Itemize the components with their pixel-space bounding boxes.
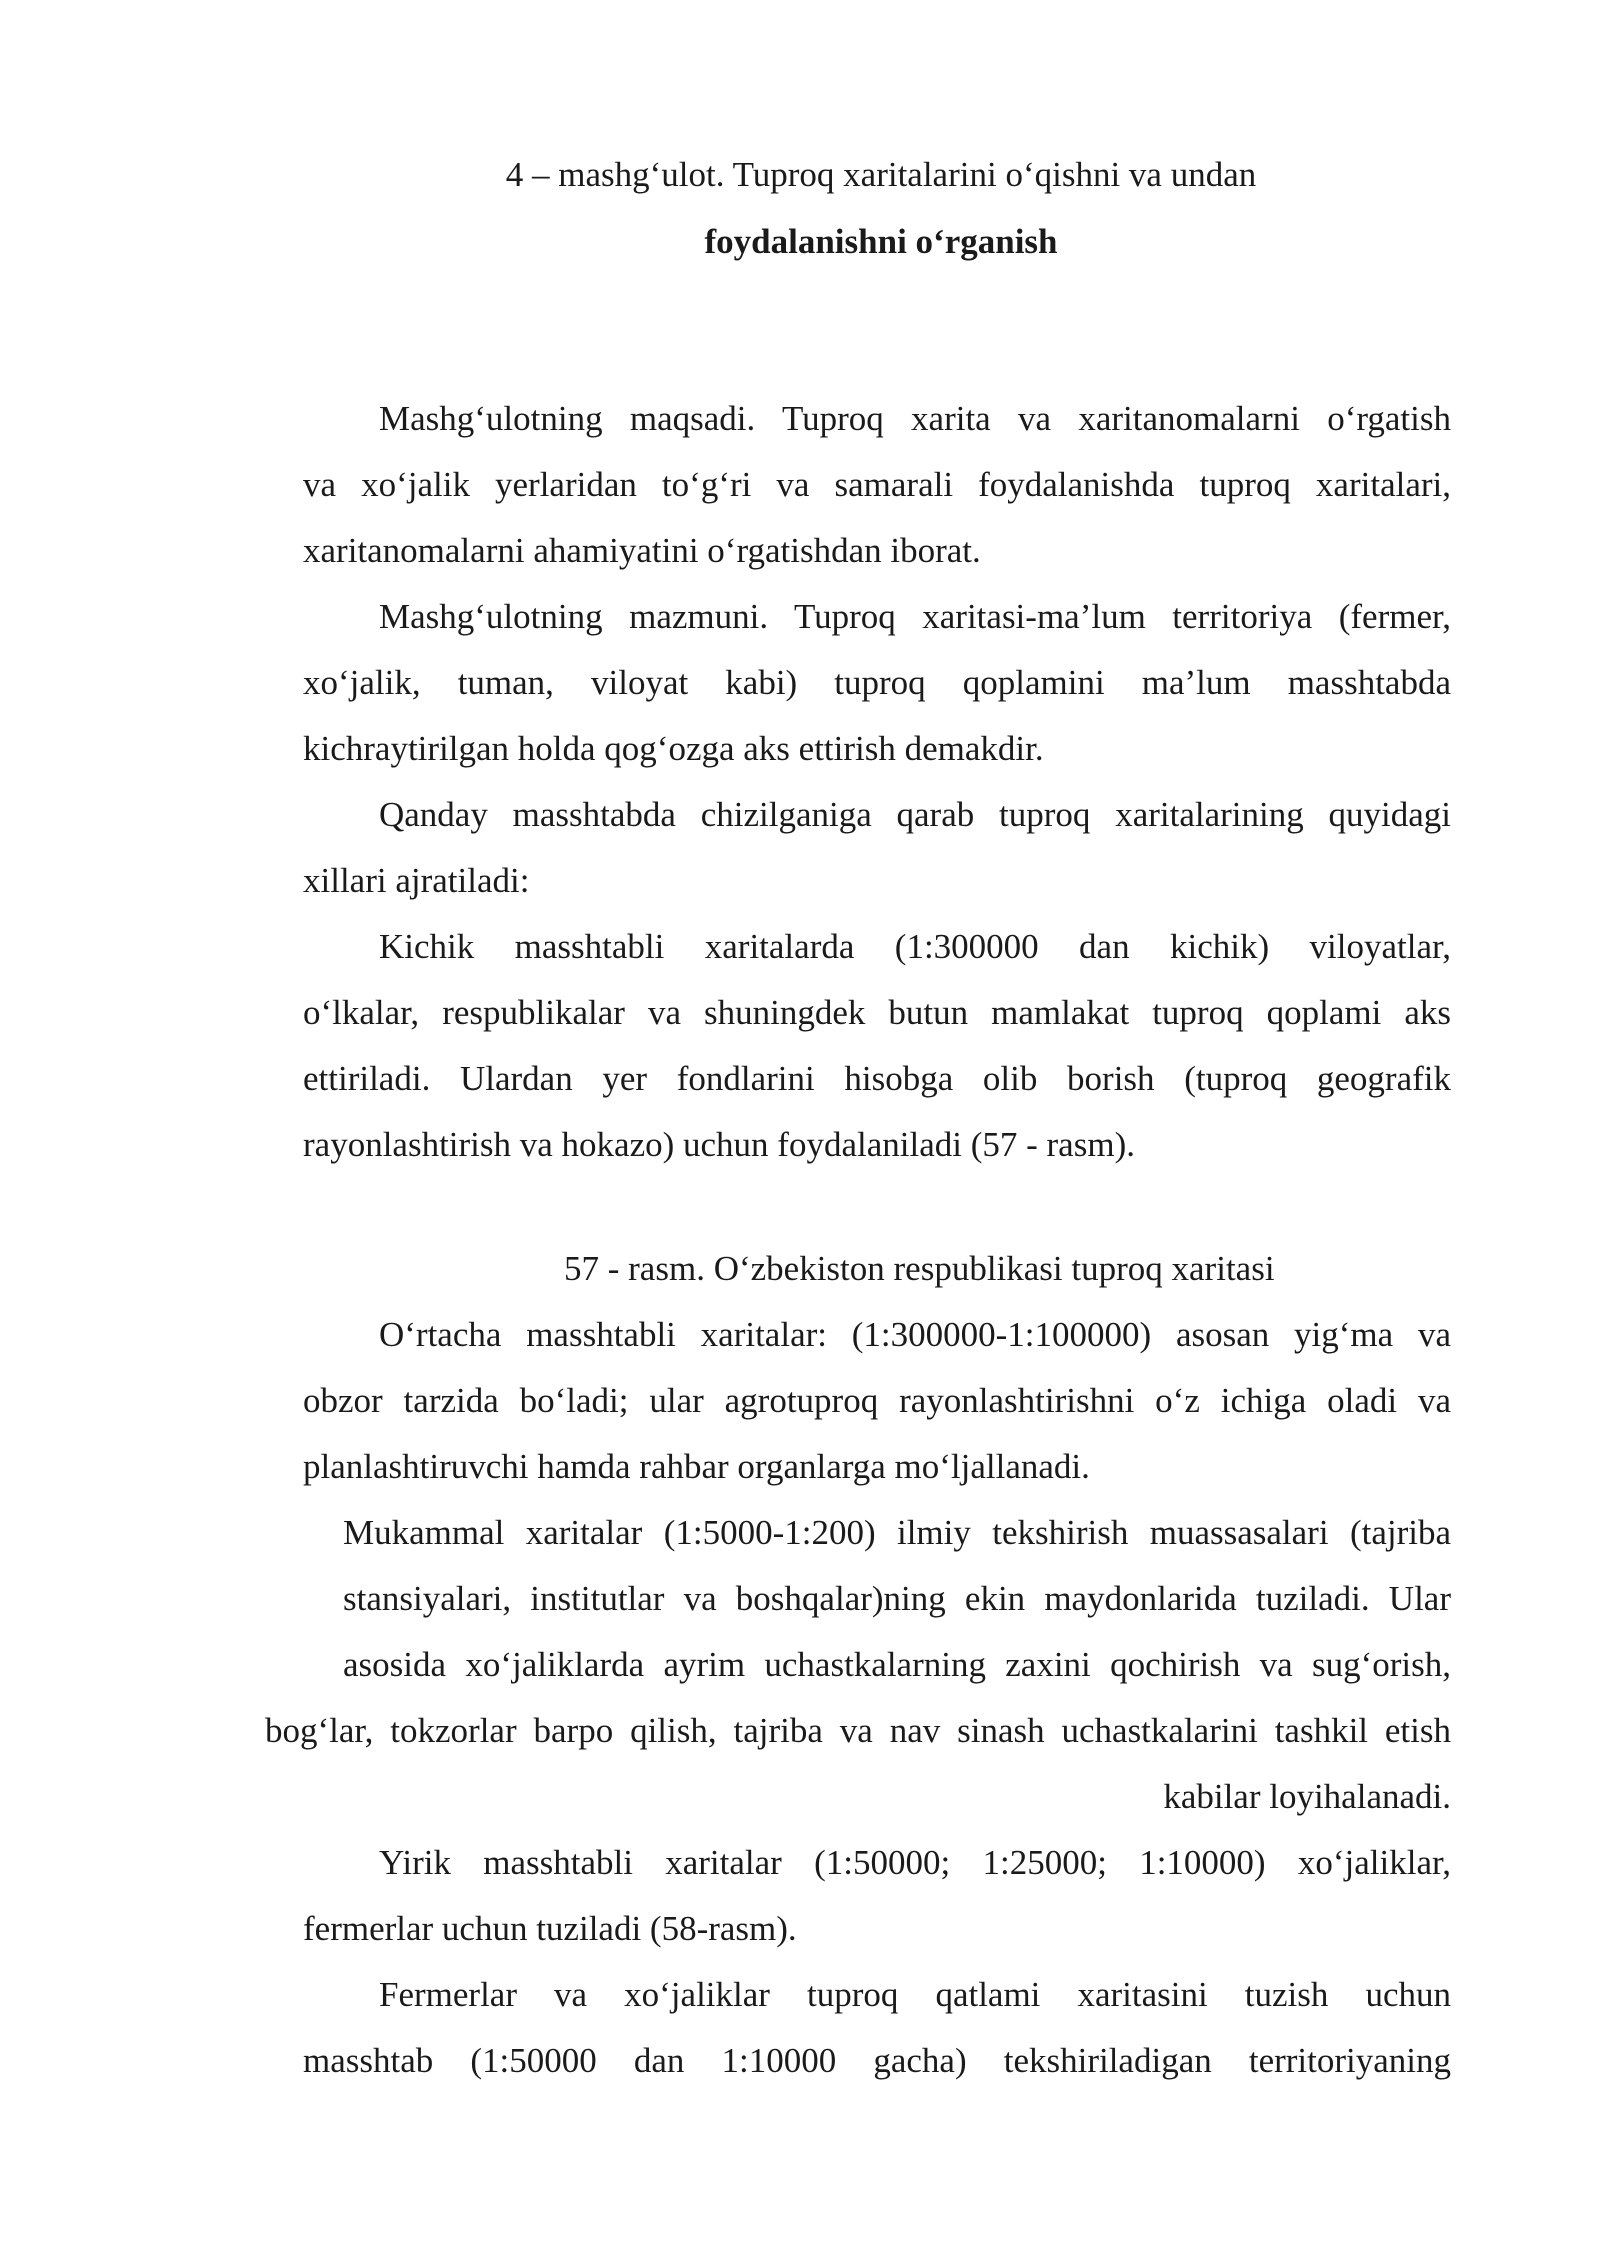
paragraph-line: va xo‘jalik yerlaridan to‘g‘ri va samarali foydalanishda tuproq xaritalari, <box>303 465 1451 504</box>
paragraph-line: Mukammal xaritalar (1:5000-1:200) ilmiy tekshirish muassasalari (tajriba <box>343 1513 1451 1552</box>
heading-line-1: 4 – mashg‘ulot. Tuproq xaritalarini o‘qishni va undan <box>505 155 1257 194</box>
paragraph-line: asosida xo‘jaliklarda ayrim uchastkalarning zaxini qochirish va sug‘orish, <box>343 1645 1451 1684</box>
paragraph-content <box>303 584 1451 782</box>
paragraph-line: fermerlar uchun tuziladi (58-rasm). <box>303 1909 797 1948</box>
paragraph-line: planlashtiruvchi hamda rahbar organlarga mo‘ljallanadi. <box>303 1447 1090 1486</box>
paragraph-line: kichraytirilgan holda qog‘ozga aks ettirish demakdir. <box>303 729 1044 768</box>
paragraph-line: ettiriladi. Ulardan yer fondlarini hisobga olib borish (tuproq geografik <box>303 1059 1451 1098</box>
paragraph-line: xaritanomalarni ahamiyatini o‘rgatishdan iborat. <box>303 531 981 570</box>
figure-caption: 57 - rasm. O‘zbekiston respublikasi tuproq xaritasi <box>564 1249 1275 1288</box>
paragraph-line: xillari ajratiladi: <box>303 861 530 900</box>
paragraph-line: xo‘jalik, tuman, viloyat kabi) tuproq qoplamini ma’lum masshtabda <box>303 663 1451 702</box>
paragraph-line: Mashg‘ulotning mazmuni. Tuproq xaritasi-ma’lum territoriya (fermer, <box>379 597 1451 636</box>
paragraph-line: masshtab (1:50000 dan 1:10000 gacha) tekshiriladigan territoriyaning <box>303 2041 1451 2080</box>
paragraph-large-scale <box>303 1830 1451 1962</box>
paragraph-line: obzor tarzida bo‘ladi; ular agrotuproq rayonlashtirishni o‘z ichiga oladi va <box>303 1381 1451 1420</box>
paragraph-line: rayonlashtirish va hokazo) uchun foydalaniladi (57 - rasm). <box>303 1125 1135 1164</box>
heading-line-2: foydalanishni o‘rganish <box>704 222 1058 261</box>
paragraph-line: Kichik masshtabli xaritalarda (1:300000 dan kichik) viloyatlar, <box>379 927 1451 966</box>
paragraph-purpose <box>303 386 1451 584</box>
paragraph-farmers <box>303 1962 1451 2094</box>
paragraph-line: Yirik masshtabli xaritalar (1:50000; 1:25000; 1:10000) xo‘jaliklar, <box>379 1843 1451 1882</box>
paragraph-line: kabilar loyihalanadi. <box>1163 1777 1451 1816</box>
paragraph-line: O‘rtacha masshtabli xaritalar: (1:300000-1:100000) asosan yig‘ma va <box>379 1315 1451 1354</box>
paragraph-line: stansiyalari, institutlar va boshqalar)ning ekin maydonlarida tuziladi. Ular <box>343 1579 1451 1618</box>
paragraph-line: Fermerlar va xo‘jaliklar tuproq qatlami xaritasini tuzish uchun <box>379 1975 1451 2014</box>
paragraph-line: o‘lkalar, respublikalar va shuningdek butun mamlakat tuproq qoplami aks <box>303 993 1451 1032</box>
paragraph-line: Mashg‘ulotning maqsadi. Tuproq xarita va xaritanomalarni o‘rgatish <box>379 399 1451 438</box>
paragraph-small-scale <box>303 914 1451 1178</box>
paragraph-line: Qanday masshtabda chizilganiga qarab tuproq xaritalarining quyidagi <box>379 795 1451 834</box>
paragraph-line: bog‘lar, tokzorlar barpo qilish, tajriba va nav sinash uchastkalarini tashkil etish <box>265 1711 1451 1750</box>
paragraph-detailed <box>265 1500 1451 1830</box>
paragraph-types-intro <box>303 782 1451 914</box>
paragraph-medium-scale <box>303 1302 1451 1500</box>
